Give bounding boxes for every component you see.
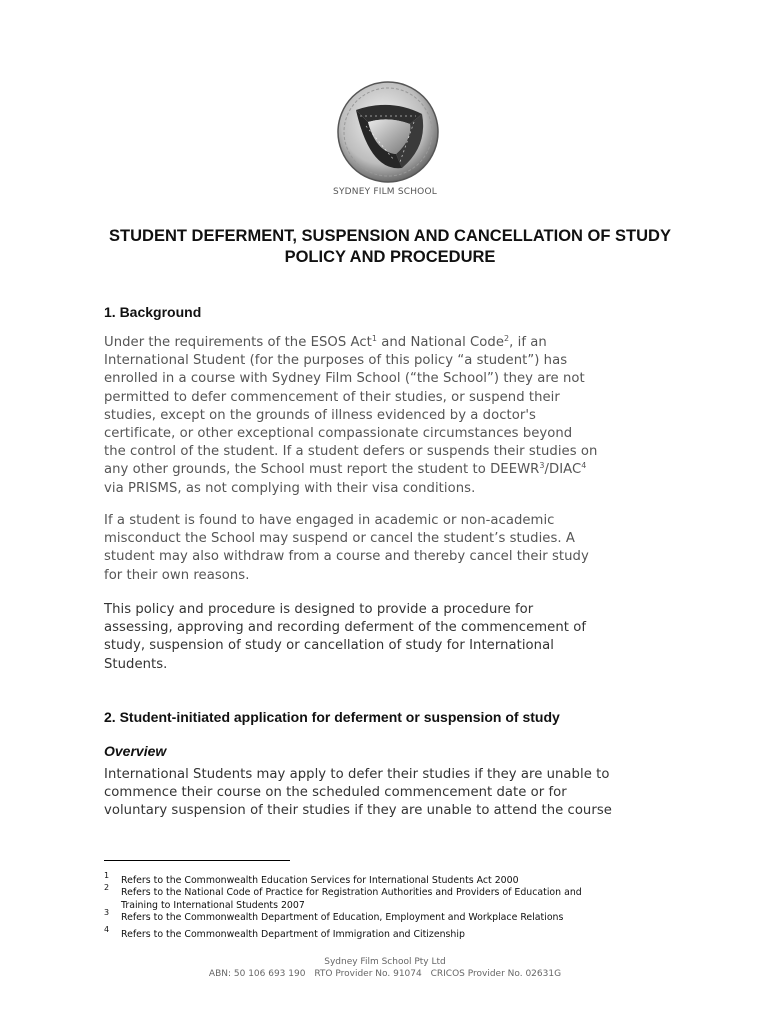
footer-cricos: CRICOS Provider No. 02631G [430,969,562,979]
school-name: SYDNEY FILM SCHOOL [333,187,437,197]
footnote-ref-4: 4 [581,461,587,471]
footer-abn: ABN: 50 106 693 190 [208,969,306,979]
film-reel-logo-icon [336,80,440,184]
footnote-divider [104,860,290,861]
footnote-ref-3: 3 [539,461,545,471]
title-line-1: STUDENT DEFERMENT, SUSPENSION AND CANCELLATION OF STUDY [109,227,671,245]
background-paragraph-2: If a student is found to have engaged in academic or non-academic misconduct the School may suspend or cancel the student’s studies. A student may also withdraw from a course and thereby cancel their study for their own reasons. [104,513,589,583]
page-title [100,226,680,268]
section-heading-deferment: 2. Student-initiated application for deferment or suspension of study [104,709,560,725]
document-page: SYDNEY FILM SCHOOL STUDENT DEFERMENT, SUSPENSION AND CANCELLATION OF STUDY POLICY AND PROCEDURE 1. Background Under the requirements of the ESOS Act$^1$ and National Code$^2$, if an International Student (for the purposes of this policy “a student”) has enrolled in a course with Sydney Film School (“the School”) they are not permitted to defer commencement of their studies, or suspend their studies, except on the grounds of illness evidenced by a doctor's certificate, or other exceptional compassionate circumstances beyond the control of the student. If a student defers or suspends their studies on any other grounds, the School must report the student to DEEWR$^3$/DIAC$^4$ via PRISMS, as not complying with their visa conditions. If a student is found to have engaged in academic or non-academic misconduct the School may suspend or cancel the student’s studies. A student may also withdraw from a course and thereby cancel their study for their own reasons. This policy and procedure is designed to provide a procedure for assessing, approving and recording deferment of the commencement of study, suspension of study or cancellation of study for International Students. 2. Student-initiated application for deferment or suspension of study Overview International Students may apply to defer their studies if they are unable to commence their course on the scheduled commencement date or for voluntary suspension of their studies if they are unable to attend the course 1 Refers to the Commonwealth Education Services for International Students Act 2000 2 Refers to the National Code of Practice for Registration Authorities and Providers of Education and Training to International Students 2007 3 Refers to the Commonwealth Department of Education, Employment and Workplace Relations 4 Refers to the Commonwealth Department of Immigration and Citizenship Sydney Film School Pty Ltd ABN: 50 106 693 190 RTO Provider No. 91074 CRICOS Provider No. 02631G [0,0,770,1024]
footnote-ref-1: 1 [371,334,378,343]
footer-company: Sydney Film School Pty Ltd [324,957,446,967]
subheading-overview: Overview [104,743,167,759]
section-heading-background: 1. Background [104,304,202,320]
title-line-2: POLICY AND PROCEDURE [284,248,496,266]
footer-registration [0,969,770,979]
overview-paragraph: International Students may apply to defer their studies if they are unable to commence their course on the scheduled commencement date or for voluntary suspension of their studies if they are unable to attend the course [104,767,612,819]
background-paragraph-3: This policy and procedure is designed to provide a procedure for assessing, approving and recording deferment of the commencement of study, suspension of study or cancellation of study for International Students. [104,602,587,672]
footnote-ref-2: 2 [504,334,510,343]
footer-rto: RTO Provider No. 91074 [314,969,422,979]
background-paragraph-1: Under the requirements of the ESOS Act$^1$ and National Code$^2$, if an International Student (for the purposes of this policy “a student”) has enrolled in a course with Sydney Film School (“the School”) they are not permitted to defer commencement of their studies, or suspend their studies, except on the grounds of illness evidenced by a doctor's certificate, or other exceptional compassionate circumstances beyond the control of the student. If a student defers or suspends their studies on any other grounds, the School must report the student to DEEWR$^3$/DIAC$^4$ via PRISMS, as not complying with their visa conditions. [104,334,598,496]
